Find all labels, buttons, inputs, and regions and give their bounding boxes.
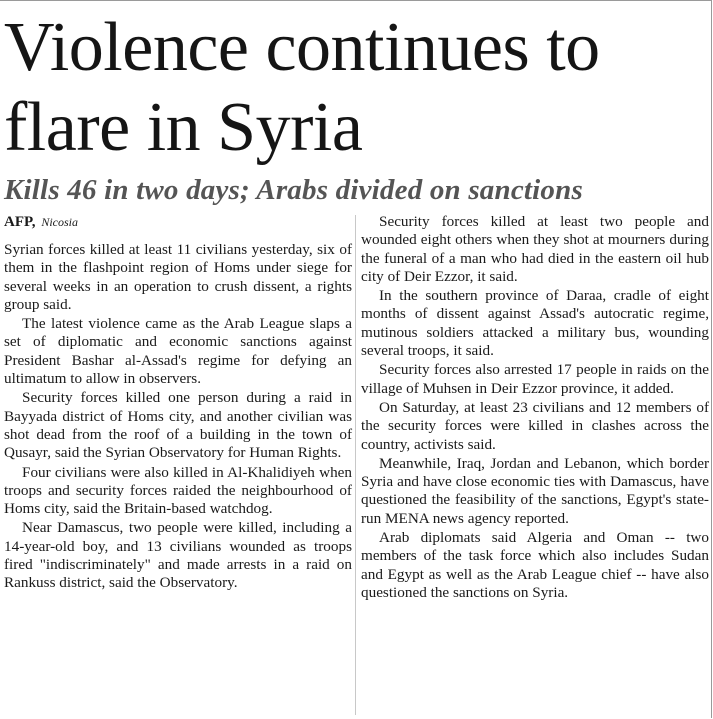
byline (4, 213, 352, 231)
paragraph: On Saturday, at least 23 civilians and 12 members of the security forces were killed in clashes across the country, activists said. (361, 398, 709, 453)
byline-agency: AFP, (4, 214, 36, 230)
right-column (361, 213, 709, 603)
paragraph: Syrian forces killed at least 11 civilians yesterday, six of them in the flashpoint region of Homs under siege for several weeks in an operation to crush dissent, a rights group said. (4, 241, 352, 313)
subheadline: Kills 46 in two days; Arabs divided on sanctions (4, 174, 583, 206)
column-divider (355, 215, 356, 715)
paragraph: Arab diplomats said Algeria and Oman -- two members of the task force which also includes Sudan and Egypt as well as the Arab League chief -- have also questioned the sanctions on Syria. (361, 529, 709, 601)
paragraph: Security forces killed one person during a raid in Bayyada district of Homs city, and another civilian was shot dead from the roof of a building in the town of Qusayr, said the Syrian Observatory for Human Rights. (4, 389, 352, 462)
paragraph: The latest violence came as the Arab League slaps a set of diplomatic and economic sanctions against President Bashar al-Assad's regime for defying an ultimatum to allow in observers. (4, 315, 352, 388)
paragraph: Meanwhile, Iraq, Jordan and Lebanon, which border Syria and have close economic ties with Damascus, have questioned the feasibility of the sanctions, Egypt's state-run MENA news agency reported. (361, 454, 709, 527)
headline: Violence continues to flare in Syria (4, 9, 600, 166)
byline-location: Nicosia (41, 215, 78, 229)
paragraph: Security forces also arrested 17 people in raids on the village of Muhsen in Deir Ezzor province, it added. (361, 361, 709, 397)
paragraph: In the southern province of Daraa, cradle of eight months of dissent against Assad's autocratic regime, mutinous soldiers attacked a military bus, wounding several troops, it said. (361, 287, 709, 360)
paragraph: Four civilians were also killed in Al-Khalidiyeh when troops and security forces raided the neighbourhood of Homs city, said the Britain-based watchdog. (4, 463, 352, 518)
paragraph: Security forces killed at least two people and wounded eight others when they shot at mourners during the funeral of a man who had died in the eastern oil hub city of Deir Ezzor, it said. (361, 213, 709, 285)
left-column (4, 213, 352, 594)
paragraph: Near Damascus, two people were killed, including a 14-year-old boy, and 13 civilians wounded as troops fired "indiscriminately" and made arrests in a raid on Rankuss district, said the Observatory. (4, 519, 352, 592)
